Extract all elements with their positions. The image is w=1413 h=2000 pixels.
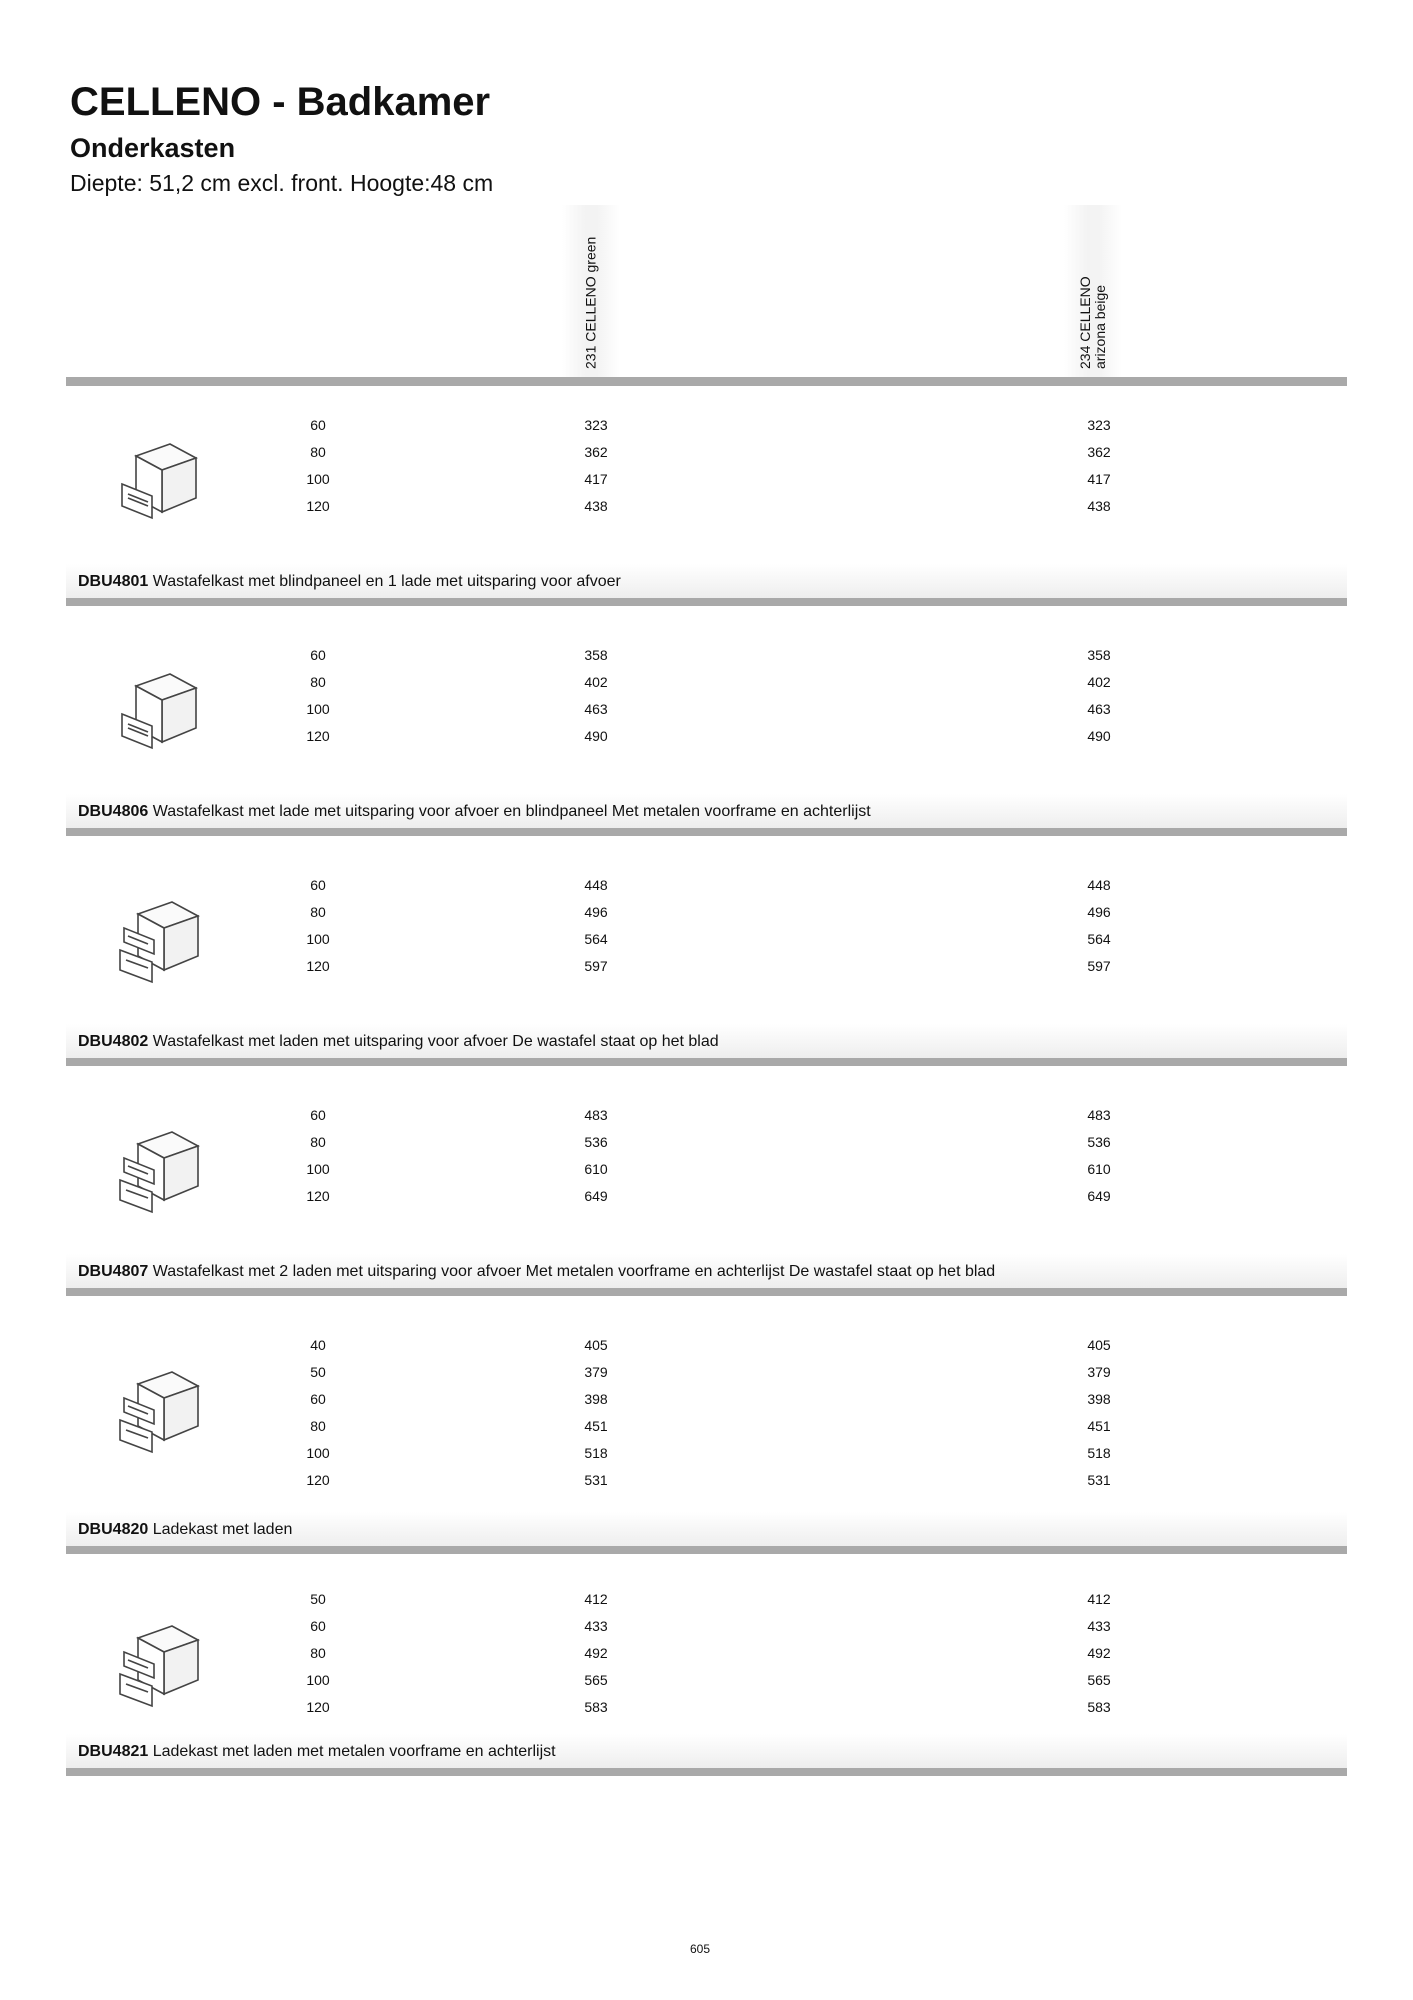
price-green-cell: 362: [584, 444, 608, 460]
price-row: [66, 723, 1347, 750]
price-beige-cell: 583: [1087, 1699, 1111, 1715]
product-description: [78, 573, 621, 591]
price-green-cell: 583: [584, 1699, 608, 1715]
price-green-cell: 496: [584, 904, 608, 920]
price-green-cell: 649: [584, 1188, 608, 1204]
price-row: [66, 1102, 1347, 1129]
price-row: [66, 1640, 1347, 1667]
price-green-cell: 463: [584, 701, 608, 717]
column-header-beige: [1064, 205, 1122, 377]
product-description-bar: [66, 794, 1347, 828]
product-code: DBU4820: [78, 1521, 149, 1538]
price-row: [66, 669, 1347, 696]
price-beige-cell: 518: [1087, 1445, 1111, 1461]
price-green-cell: 610: [584, 1161, 608, 1177]
price-green-cell: 448: [584, 877, 608, 893]
price-beige-cell: 649: [1087, 1188, 1111, 1204]
price-row: [66, 1183, 1347, 1210]
price-row: [66, 1359, 1347, 1386]
price-green-cell: 597: [584, 958, 608, 974]
product-description-text: Ladekast met laden met metalen voorframe en achterlijst: [152, 1743, 556, 1760]
price-beige-cell: 412: [1087, 1591, 1111, 1607]
section-divider: [66, 828, 1347, 836]
price-beige-cell: 379: [1087, 1364, 1111, 1380]
product-description: [78, 1263, 995, 1281]
price-beige-cell: 402: [1087, 674, 1111, 690]
price-green-cell: 492: [584, 1645, 608, 1661]
product-section: [66, 1332, 1347, 1554]
product-code: DBU4802: [78, 1033, 149, 1050]
product-section: [66, 872, 1347, 1066]
width-cell: 60: [310, 1391, 326, 1407]
price-green-cell: 323: [584, 417, 608, 433]
width-cell: 60: [310, 877, 326, 893]
price-green-cell: 565: [584, 1672, 608, 1688]
price-beige-cell: 362: [1087, 444, 1111, 460]
price-green-cell: 451: [584, 1418, 608, 1434]
price-beige-cell: 536: [1087, 1134, 1111, 1150]
price-row: [66, 1613, 1347, 1640]
product-code: DBU4807: [78, 1263, 149, 1280]
price-row: [66, 1156, 1347, 1183]
price-beige-cell: 398: [1087, 1391, 1111, 1407]
column-header-green: [562, 205, 620, 377]
price-row: [66, 1386, 1347, 1413]
price-row: [66, 493, 1347, 520]
product-description: [78, 803, 871, 821]
price-row: [66, 899, 1347, 926]
section-divider: [66, 598, 1347, 606]
price-beige-cell: 597: [1087, 958, 1111, 974]
width-cell: 60: [310, 1107, 326, 1123]
width-cell: 50: [310, 1591, 326, 1607]
price-beige-cell: 451: [1087, 1418, 1111, 1434]
price-green-cell: 531: [584, 1472, 608, 1488]
price-green-cell: 483: [584, 1107, 608, 1123]
width-cell: 60: [310, 417, 326, 433]
product-description-bar: [66, 1254, 1347, 1288]
page-title: CELLENO - Badkamer: [70, 80, 491, 124]
price-beige-cell: 564: [1087, 931, 1111, 947]
width-cell: 120: [306, 498, 330, 514]
product-description: [78, 1033, 719, 1051]
price-table: [66, 642, 1347, 750]
price-row: [66, 412, 1347, 439]
product-section: [66, 642, 1347, 836]
price-green-cell: 433: [584, 1618, 608, 1634]
price-beige-cell: 490: [1087, 728, 1111, 744]
width-cell: 100: [306, 1672, 330, 1688]
product-description-text: Wastafelkast met laden met uitsparing voor afvoer De wastafel staat op het blad: [152, 1033, 719, 1050]
price-row: [66, 953, 1347, 980]
width-cell: 80: [310, 1645, 326, 1661]
width-cell: 60: [310, 1618, 326, 1634]
width-cell: 80: [310, 1134, 326, 1150]
product-description-bar: [66, 564, 1347, 598]
price-beige-cell: 433: [1087, 1618, 1111, 1634]
header-divider: [66, 377, 1347, 386]
price-beige-cell: 610: [1087, 1161, 1111, 1177]
product-description-bar: [66, 1734, 1347, 1768]
product-description-text: Ladekast met laden: [152, 1521, 293, 1538]
product-section: [66, 1102, 1347, 1296]
width-cell: 100: [306, 1445, 330, 1461]
price-green-cell: 412: [584, 1591, 608, 1607]
column-header-beige-label: 234 CELLENO arizona beige: [1077, 276, 1108, 369]
section-divider: [66, 1288, 1347, 1296]
price-beige-cell: 463: [1087, 701, 1111, 717]
section-divider: [66, 1058, 1347, 1066]
price-row: [66, 1694, 1347, 1721]
page-number: 605: [690, 1942, 711, 1956]
width-cell: 100: [306, 471, 330, 487]
price-green-cell: 536: [584, 1134, 608, 1150]
width-cell: 100: [306, 701, 330, 717]
price-beige-cell: 531: [1087, 1472, 1111, 1488]
product-description-bar: [66, 1024, 1347, 1058]
width-cell: 60: [310, 647, 326, 663]
price-table: [66, 872, 1347, 980]
width-cell: 80: [310, 1418, 326, 1434]
price-row: [66, 1586, 1347, 1613]
price-green-cell: 379: [584, 1364, 608, 1380]
dimensions-info: Diepte: 51,2 cm excl. front. Hoogte:48 cm: [70, 170, 494, 196]
width-cell: 120: [306, 1188, 330, 1204]
price-green-cell: 417: [584, 471, 608, 487]
width-cell: 80: [310, 904, 326, 920]
price-beige-cell: 492: [1087, 1645, 1111, 1661]
price-beige-cell: 438: [1087, 498, 1111, 514]
product-section: [66, 1586, 1347, 1776]
price-green-cell: 405: [584, 1337, 608, 1353]
price-row: [66, 439, 1347, 466]
price-beige-cell: 323: [1087, 417, 1111, 433]
width-cell: 120: [306, 1699, 330, 1715]
price-beige-cell: 358: [1087, 647, 1111, 663]
price-row: [66, 1440, 1347, 1467]
width-cell: 100: [306, 931, 330, 947]
price-table: [66, 1332, 1347, 1494]
section-divider: [66, 1768, 1347, 1776]
price-green-cell: 402: [584, 674, 608, 690]
price-beige-cell: 417: [1087, 471, 1111, 487]
price-beige-cell: 565: [1087, 1672, 1111, 1688]
price-row: [66, 466, 1347, 493]
section-divider: [66, 1546, 1347, 1554]
price-green-cell: 564: [584, 931, 608, 947]
price-green-cell: 398: [584, 1391, 608, 1407]
column-header-green-label: 231 CELLENO green: [582, 236, 599, 369]
product-code: DBU4821: [78, 1743, 149, 1760]
price-green-cell: 490: [584, 728, 608, 744]
price-row: [66, 1129, 1347, 1156]
price-green-cell: 438: [584, 498, 608, 514]
product-description-text: Wastafelkast met lade met uitsparing voor afvoer en blindpaneel Met metalen voorframe en achterlijst: [152, 803, 871, 820]
price-green-cell: 358: [584, 647, 608, 663]
width-cell: 40: [310, 1337, 326, 1353]
price-beige-cell: 448: [1087, 877, 1111, 893]
price-row: [66, 1332, 1347, 1359]
price-row: [66, 1413, 1347, 1440]
price-table: [66, 1586, 1347, 1721]
width-cell: 120: [306, 958, 330, 974]
page-subtitle: Onderkasten: [70, 133, 236, 163]
width-cell: 80: [310, 674, 326, 690]
price-beige-cell: 496: [1087, 904, 1111, 920]
product-code: DBU4801: [78, 573, 149, 590]
width-cell: 50: [310, 1364, 326, 1380]
price-beige-cell: 405: [1087, 1337, 1111, 1353]
price-beige-cell: 483: [1087, 1107, 1111, 1123]
product-section: [66, 412, 1347, 606]
price-row: [66, 642, 1347, 669]
width-cell: 120: [306, 1472, 330, 1488]
width-cell: 100: [306, 1161, 330, 1177]
price-row: [66, 1667, 1347, 1694]
price-row: [66, 1467, 1347, 1494]
product-description-text: Wastafelkast met blindpaneel en 1 lade met uitsparing voor afvoer: [152, 573, 621, 590]
width-cell: 80: [310, 444, 326, 460]
product-description-text: Wastafelkast met 2 laden met uitsparing voor afvoer Met metalen voorframe en achterlijst De wastafel staat op het blad: [152, 1263, 996, 1280]
width-cell: 120: [306, 728, 330, 744]
product-description-bar: [66, 1512, 1347, 1546]
product-code: DBU4806: [78, 803, 149, 820]
price-table: [66, 1102, 1347, 1210]
price-green-cell: 518: [584, 1445, 608, 1461]
product-description: [78, 1743, 556, 1761]
product-description: [78, 1521, 292, 1539]
price-table: [66, 412, 1347, 520]
price-row: [66, 696, 1347, 723]
price-row: [66, 926, 1347, 953]
price-row: [66, 872, 1347, 899]
